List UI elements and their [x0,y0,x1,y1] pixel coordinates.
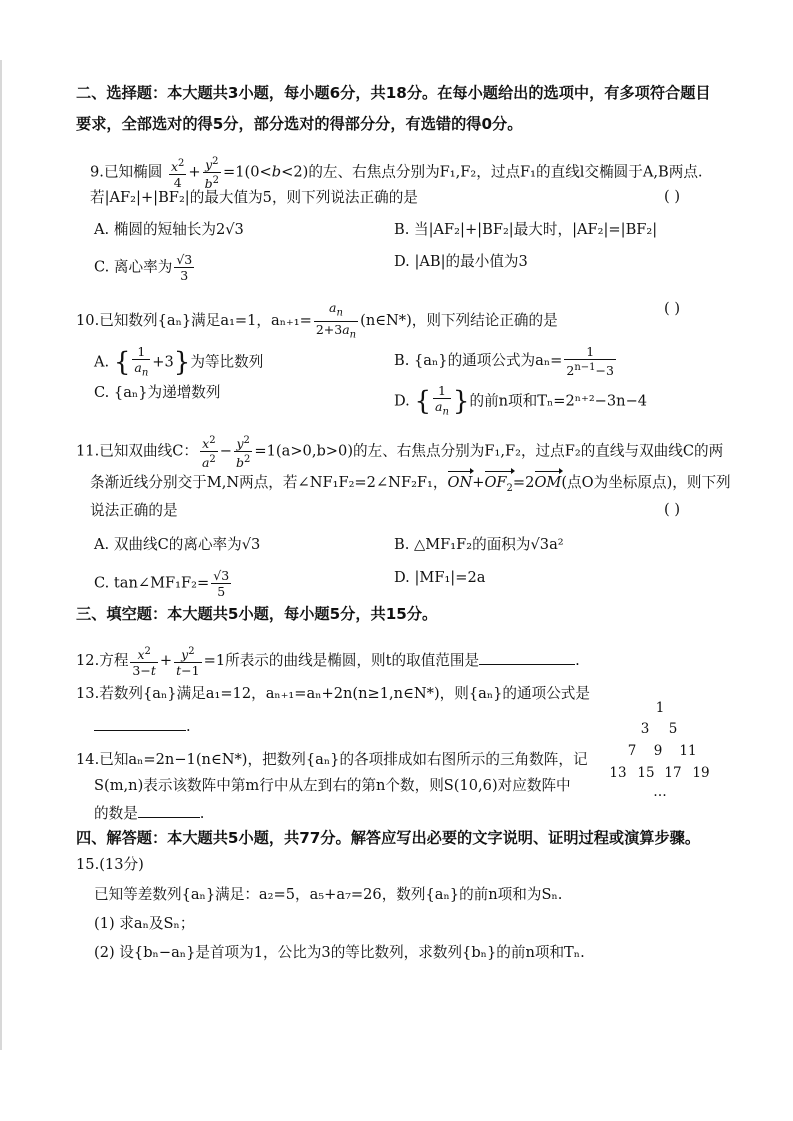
q11-stem-c: 条渐近线分别交于M,N两点，若∠NF₁F₂=2∠NF₂F₁， [90,474,448,491]
q11-option-a: A. 双曲线C的离心率为√3 [94,536,261,553]
q9-option-a: A. 椭圆的短轴长为2√3 [94,221,244,238]
q13-stem-text: 若数列{aₙ}满足a₁=12，aₙ₊₁=aₙ+2n(n≥1,n∈N*)，则{aₙ}的通项公式是 [99,685,590,702]
q11-frac-y: $\frac{y^2}{b^2}$ [236,435,251,471]
triangle-r3-c1: 7 [627,743,637,759]
triangle-r2-c1: 3 [640,721,650,737]
triangle-r4-c3: 17 [664,765,682,781]
q10-recur-frac: $\frac{a_n}{2+3a_n}$ [315,300,357,340]
triangle-r3-c3: 11 [679,743,697,759]
q9-stem-b: 的左、右焦点分别为F₁,F₂，过点F₁的直线l交椭圆于A,B两点. [308,163,703,181]
q11-stem-a: 已知双曲线C： [99,442,198,460]
q15-score: (13分) [99,856,144,873]
q14-line3 [94,803,204,824]
q13-answer-blank[interactable] [94,716,186,731]
q10-option-b-text: B. {aₙ}的通项公式为aₙ= [394,352,563,370]
section-4-header: 四、解答题：本大题共5小题，共77分。解答应写出必要的文字说明、证明过程或演算步骤。 [76,829,701,847]
q14-end: . [199,805,205,822]
q13-number: 13. [76,685,100,702]
q10-d-frac: $\frac{1}{a_n}$ [435,383,449,418]
q11-option-d: D. |MF₁|=2a [394,569,486,586]
q15-number: 15. [76,856,100,873]
q10-option-b [394,344,618,378]
section-2-header: 二、选择题：本大题共3小题，每小题6分，共18分。在每小题给出的选项中，有多项符合题目 [76,84,711,102]
triangle-r1-c1: 1 [655,700,665,716]
q14-line3-text: 的数是 [94,805,138,822]
q9-stem-a: 已知椭圆 [103,163,163,181]
q9-ecc-frac: $\frac{√3}{3}$ [176,252,193,283]
q10-option-c: C. {aₙ}为递增数列 [94,384,221,401]
triangle-r2-c2: 5 [668,721,678,737]
q10-b-frac: $\frac{1}{2^{n-1}-3}$ [566,344,614,379]
triangle-r4-c2: 15 [637,765,655,781]
q14-line2: S(m,n)表示该数阵中第m行中从左到右的第n个数，则S(10,6)对应数阵中 [94,777,571,794]
q11-stem-line2: 条渐近线分别交于M,N两点，若∠NF₁F₂=2∠NF₂F₁，$ON+OF_2=2OM$(点O为坐标原点)，则下列 [90,473,731,499]
q9-option-c-label: C. 离心率为 [94,258,173,276]
q9-answer-paren: ( ) [664,188,681,205]
q10-option-a: A. { $\frac{1}{a_n}$ +3}为等比数列 [94,344,264,379]
q9-option-d: D. |AB|的最小值为3 [394,253,528,270]
q9-frac-x: $\frac{x^2}{4}$ [170,157,185,190]
q10-number: 10. [76,312,100,329]
q9-stem-line1: 9.已知椭圆 $\frac{x^2}{4}$ + $\frac{y^2}{b^2}$ =1(0<b<2)的左、右焦点分别为F₁,F₂，过点F₁的直线l交椭圆于A,B两点. [90,156,703,192]
q10-a-frac: $\frac{1}{a_n}$ [134,344,149,379]
q12-answer-blank[interactable] [479,650,575,665]
q11-stem-line1: 11.已知双曲线C： $\frac{x^2}{a^2}$ − $\frac{y^2}{b^2}$ =1(a>0,b>0)的左、右焦点分别为F₁,F₂，过点F₂的直线与双曲线C的两 [76,435,724,471]
q10-stem [76,300,558,342]
q15-stem: 已知等差数列{aₙ}满足：a₂=5，a₅+a₇=26，数列{aₙ}的前n项和为Sₙ. [94,886,563,903]
scan-edge [0,60,2,1050]
q11-option-b: B. △MF₁F₂的面积为√3a² [394,536,564,553]
q14-line1 [76,750,588,770]
q11-number: 11. [76,442,100,460]
q9-number: 9. [90,163,104,181]
q10-stem-b: (n∈N*)，则下列结论正确的是 [360,312,558,329]
q12-frac-x: $\frac{x^2}{3-t}$ [132,646,156,679]
q11-stem-e: 说法正确的是 [90,502,178,519]
q11-frac-x: $\frac{x^2}{a^2}$ [201,435,216,471]
q10-option-a-text: 为等比数列 [190,353,264,371]
q9-stem-c: 若|AF₂|+|BF₂|的最大值为5，则下列说法正确的是 [90,189,418,206]
q12-frac-y: $\frac{y^2}{t-1}$ [176,646,200,679]
q11-stem-b: =1(a>0,b>0)的左、右焦点分别为F₁,F₂，过点F₂的直线与双曲线C的两 [254,442,724,460]
q15-part1: (1) 求aₙ及Sₙ； [94,915,195,932]
q13-answer-line [94,716,191,737]
q14-number: 14. [76,751,100,768]
triangle-r4-c1: 13 [609,765,627,781]
section-2-header-cont: 要求，全部选对的得5分，部分选对的得部分分，有选错的得0分。 [76,115,523,133]
q12-number: 12. [76,652,100,670]
q11-tan-frac: $\frac{√3}{5}$ [213,568,230,599]
q11-stem-d: (点O为坐标原点)，则下列 [561,474,731,491]
q10-option-d: D. { $\frac{1}{a_n}$ }的前n项和Tₙ=2ⁿ⁺²−3n−4 [394,383,648,418]
q12-stem-b: =1所表示的曲线是椭圆，则t的取值范围是 [203,652,480,670]
q14-answer-blank[interactable] [138,803,200,818]
q12-stem: 12.方程 $\frac{x^2}{3-t}$ + $\frac{y^2}{t-1}$ =1所表示的曲线是椭圆，则t的取值范围是 . [76,646,580,679]
q14-line1-text: 已知aₙ=2n−1(n∈N*)，把数列{aₙ}的各项排成如右图所示的三角数阵，记 [99,751,588,768]
q11-option-c-text: C. tan∠MF₁F₂= [94,574,210,592]
q12-stem-a: 方程 [99,652,129,670]
q11-answer-paren: ( ) [664,501,681,518]
q9-frac-y: $\frac{y^2}{b^2}$ [204,156,220,192]
q10-option-d-text: 的前n项和Tₙ=2ⁿ⁺²−3n−4 [469,392,648,410]
q15-part2: (2) 设{bₙ−aₙ}是首项为1，公比为3的等比数列，求数列{bₙ}的前n项和Tₙ. [94,944,585,961]
q9-option-b: B. 当|AF₂|+|BF₂|最大时，|AF₂|=|BF₂| [394,221,658,238]
triangle-r3-c2: 9 [653,743,663,759]
q10-answer-paren: ( ) [664,300,681,317]
q11-option-c [94,568,233,599]
q13-stem [76,684,590,704]
q9-option-c [94,252,196,283]
section-3-header: 三、填空题：本大题共5小题，每小题5分，共15分。 [76,605,438,623]
q12-end: . [575,652,580,670]
q10-stem-a: 已知数列{aₙ}满足a₁=1，aₙ₊₁= [99,312,312,329]
q15-heading [76,855,144,875]
triangle-r4-c4: 19 [692,765,710,781]
q13-end: . [186,718,191,735]
triangle-continuation: … [653,784,667,800]
